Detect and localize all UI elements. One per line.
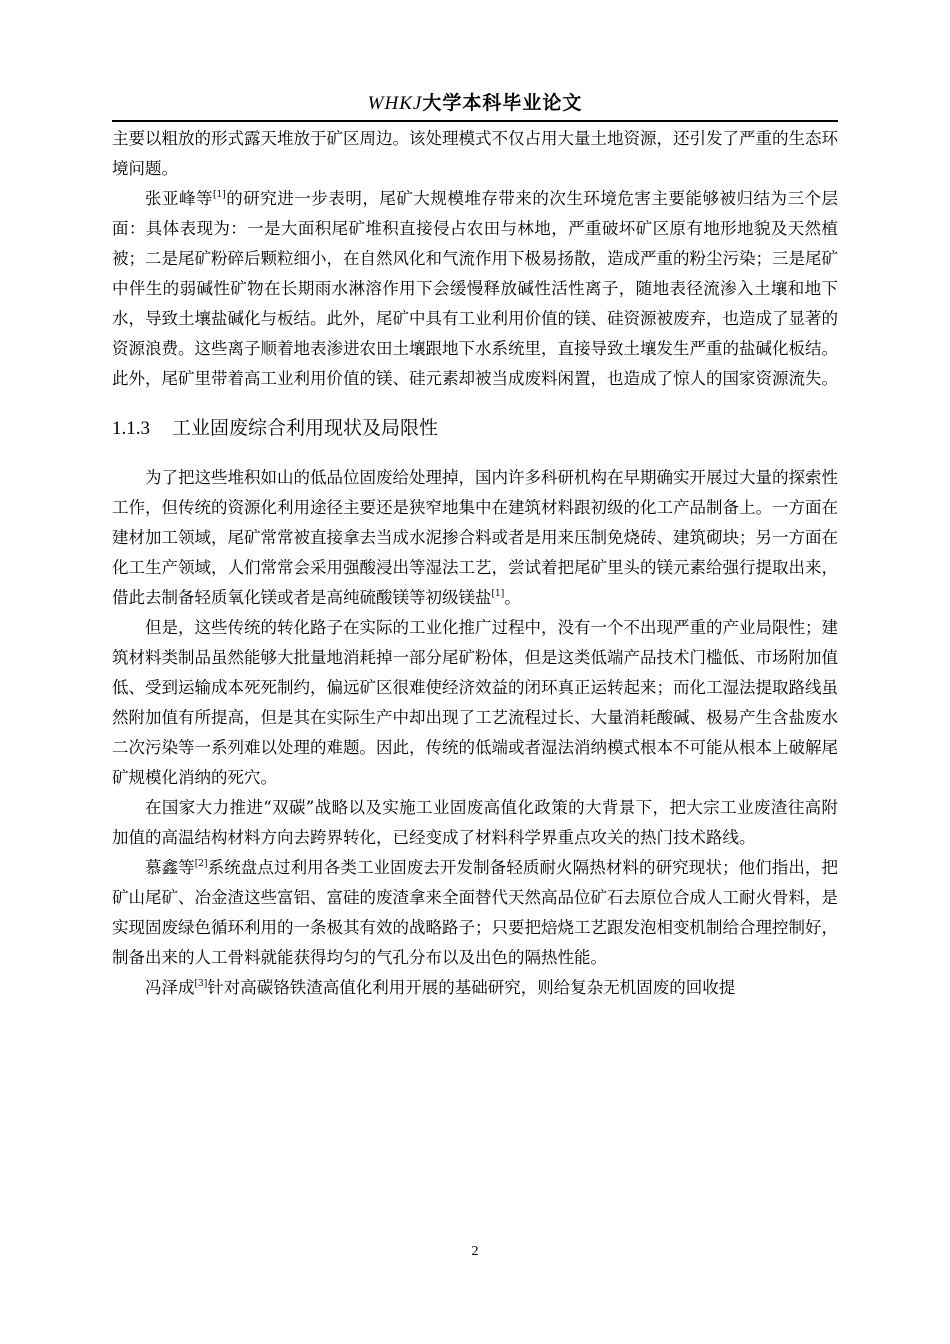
paragraph-7-lead: 冯泽成: [145, 978, 195, 997]
citation-ref-3: [3]: [194, 979, 208, 989]
paragraph-5: 在国家大力推进“双碳”战略以及实施工业固废高值化政策的大背景下，把大宗工业废渣往高附加值的高温结构材料方向去跨界转化，已经变成了材料科学界重点攻关的热门技术路线。: [112, 798, 838, 847]
section-number: 1.1.3: [112, 418, 150, 439]
page-body: [112, 124, 838, 1003]
paragraph-6: [112, 853, 838, 973]
paragraph-3-text: 为了把这些堆积如山的低品位固废给处理掉，国内许多科研机构在早期确实开展过大量的探索性工作，但传统的资源化利用途径主要还是狭窄地集中在建筑材料跟初级的化工产品制备上。一方面在建材加工领域，尾矿常常被直接拿去当成水泥掺合料或者是用来压制免烧砖、建筑砌块；另一方面在化工生产领域，人们常常会采用强酸浸出等湿法工艺，尝试着把尾矿里头的镁元素给强行提取出来，借此去制备轻质氧化镁或者是高纯硫酸镁等初级镁盐: [112, 468, 838, 607]
header-title: [368, 92, 583, 114]
citation-ref-1: [1]: [491, 589, 505, 599]
section-title: 工业固废综合利用现状及局限性: [172, 417, 439, 439]
paragraph-2: [112, 184, 838, 394]
paragraph-2-lead: 张亚峰等: [145, 189, 214, 208]
citation-ref-1: [1]: [213, 190, 226, 200]
paragraph-4: 但是，这些传统的转化路子在实际的工业化推广过程中，没有一个不出现严重的产业局限性；建筑材料类制品虽然能够大批量地消耗掉一部分尾矿粉体，但是这类低端产品技术门槛低、市场附加值低、受到运输成本死死制约，偏远矿区很难使经济效益的闭环真正运转起来；而化工湿法提取路线虽然附加值有所提高，但是其在实际生产中却出现了工艺流程过长、大量消耗酸碱、极易产生含盐废水二次污染等一系列难以处理的难题。因此，传统的低端或者湿法消纳模式根本不可能从根本上破解尾矿规模化消纳的死穴。: [112, 618, 838, 787]
citation-ref-2: [2]: [194, 859, 208, 869]
header-title-cjk: 大学本科毕业论文: [422, 92, 583, 114]
paragraph-7: [112, 973, 838, 1003]
paragraph-7-text: 针对高碳铬铁渣高值化利用开展的基础研究，则给复杂无机固废的回收提: [207, 978, 736, 997]
paragraph-2-text: 的研究进一步表明，尾矿大规模堆存带来的次生环境危害主要能够被归结为三个层面：具体表现为：一是大面积尾矿堆积直接侵占农田与林地，严重破坏矿区原有地形地貌及天然植被；二是尾矿粉碎后颗粒细小，在自然风化和气流作用下极易扬散，造成严重的粉尘污染；三是尾矿中伴生的弱碱性矿物在长期雨水淋溶作用下会缓慢释放碱性活性离子，随地表径流渗入土壤和地下水，导致土壤盐碱化与板结。此外，尾矿中具有工业利用价值的镁、硅资源被废弃，也造成了显著的资源浪费。这些离子顺着地表渗进农田土壤跟地下水系统里，直接导致土壤发生严重的盐碱化板结。此外，尾矿里带着高工业利用价值的镁、硅元素却被当成废料闲置，也造成了惊人的国家资源流失。: [112, 189, 839, 388]
paragraph-1: 主要以粗放的形式露天堆放于矿区周边。该处理模式不仅占用大量土地资源，还引发了严重的生态环境问题。: [112, 129, 838, 178]
paragraph-3: [112, 463, 838, 613]
page-header: [112, 86, 838, 122]
header-title-latin: WHKJ: [367, 93, 423, 114]
paragraph-3-end: 。: [504, 588, 521, 607]
paragraph-6-lead: 慕鑫等: [145, 858, 195, 877]
section-heading: [112, 414, 838, 443]
paragraph-6-text: 系统盘点过利用各类工业固废去开发制备轻质耐火隔热材料的研究现状；他们指出，把矿山尾矿、冶金渣这些富铝、富硅的废渣拿来全面替代天然高品位矿石去原位合成人工耐火骨料，是实现固废绿色循环利用的一条极其有效的战略路子；只要把焙烧工艺跟发泡相变机制给合理控制好，制备出来的人工骨料就能获得均匀的气孔分布以及出色的隔热性能。: [112, 858, 839, 967]
page-number: 2: [471, 1244, 479, 1259]
